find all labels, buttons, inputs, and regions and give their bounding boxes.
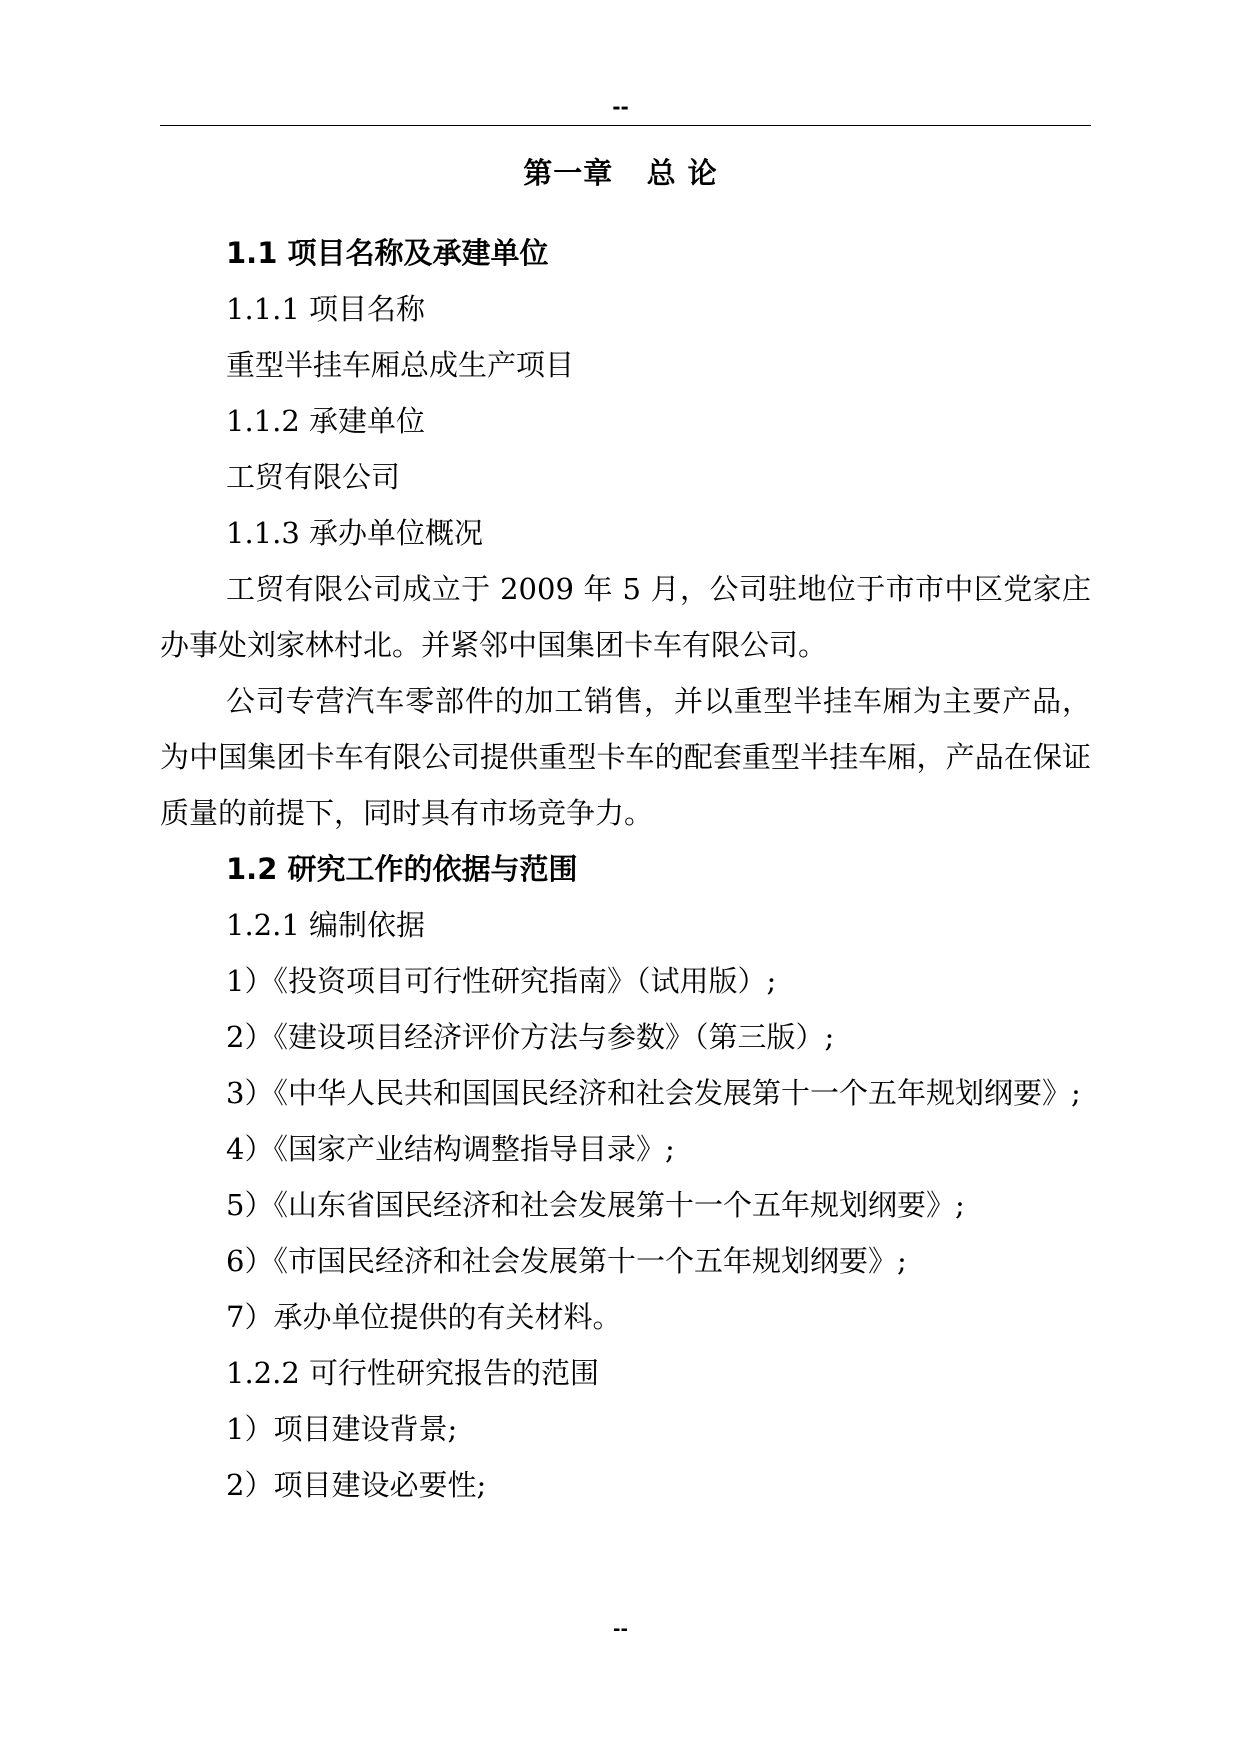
- document-body: [160, 225, 1091, 1513]
- list-item: 5）《山东省国民经济和社会发展第十一个五年规划纲要》;: [226, 1188, 965, 1222]
- section-heading: 1.2 研究工作的依据与范围: [226, 852, 578, 886]
- paragraph: 重型半挂车厢总成生产项目: [226, 348, 575, 382]
- paragraph: 工贸有限公司成立于 2009 年 5 月，公司驻地位于市市中区党家庄办事处刘家林村北。并紧邻中国集团卡车有限公司。: [160, 572, 1091, 662]
- chapter-title: 第一章 总 论: [523, 156, 718, 190]
- page-header-mark: --: [612, 95, 629, 119]
- subsection-heading: 1.2.2 可行性研究报告的范围: [226, 1356, 600, 1390]
- list-item: 7）承办单位提供的有关材料。: [226, 1300, 622, 1334]
- list-item: 2）《建设项目经济评价方法与参数》（第三版）;: [226, 1020, 835, 1054]
- list-item: 4）《国家产业结构调整指导目录》;: [226, 1132, 675, 1166]
- subsection-heading: 1.1.3 承办单位概况: [226, 516, 484, 550]
- section-heading: 1.1 项目名称及承建单位: [226, 236, 549, 270]
- list-item: 6）《市国民经济和社会发展第十一个五年规划纲要》;: [226, 1244, 907, 1278]
- list-item: 2）项目建设必要性;: [226, 1468, 487, 1502]
- paragraph: 公司专营汽车零部件的加工销售，并以重型半挂车厢为主要产品，为中国集团卡车有限公司提供重型卡车的配套重型半挂车厢，产品在保证质量的前提下，同时具有市场竞争力。: [160, 684, 1091, 830]
- header-divider: [160, 125, 1091, 126]
- subsection-heading: 1.1.2 承建单位: [226, 404, 426, 438]
- list-item: 1）项目建设背景;: [226, 1412, 458, 1446]
- paragraph: 工贸有限公司: [226, 460, 401, 494]
- list-item: 3）《中华人民共和国国民经济和社会发展第十一个五年规划纲要》;: [226, 1076, 1081, 1110]
- subsection-heading: 1.2.1 编制依据: [226, 908, 426, 942]
- list-item: 1）《投资项目可行性研究指南》（试用版）;: [226, 964, 777, 998]
- subsection-heading: 1.1.1 项目名称: [226, 292, 426, 326]
- page-footer-mark: --: [613, 1619, 628, 1640]
